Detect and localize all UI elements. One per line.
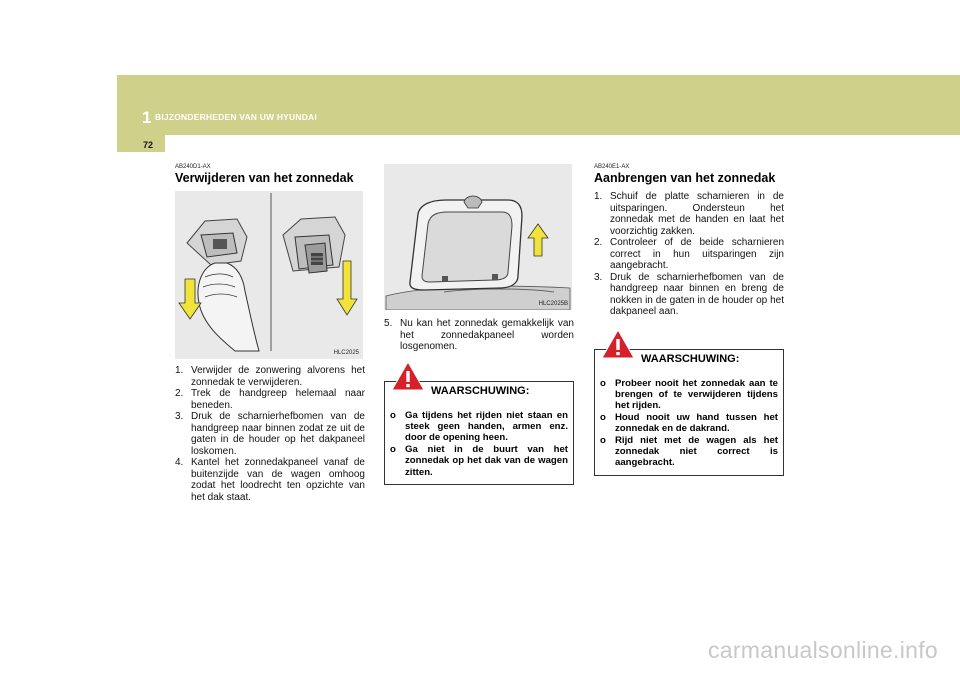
watermark: carmanualsonline.info [707,637,938,663]
column-install-sunroof [594,164,784,476]
column-remove-sunroof [175,164,365,503]
section-code: AB240D1-AX [175,164,211,170]
page-number-tab [117,135,165,152]
figure-label: HLC2025 [333,350,359,356]
install-steps-list [594,191,784,318]
list-item: o Ga niet in de buurt van het zonnedak op het dak van de wagen zitten. [390,443,568,478]
page-number: 72 [143,140,154,150]
list-item: 3. Druk de scharnierhefbomen van de handgreep naar binnen zodat ze uit de gaten in de houder op het dakpaneel loskomen. [175,411,365,457]
warning-list [390,410,568,478]
chapter-header-band [117,75,960,135]
handle-illustration [175,191,363,359]
section-heading: Aanbrengen van het zonnedak [594,171,776,185]
chapter-number: 1 [142,108,152,127]
list-item: o Rijd niet met de wagen als het zonnedak niet correct is aangebracht. [600,434,778,469]
list-item: 4. Kantel het zonnedakpaneel vanaf de buitenzijde van de wagen omhoog zodat het loodrecht ten opzichte van het dak staat. [175,457,365,503]
list-item: 2. Controleer of de beide scharnieren correct in hun uitsparingen zijn aangebracht. [594,237,784,271]
list-item: 2. Trek de handgreep helemaal naar beneden. [175,388,365,411]
warning-title: WAARSCHUWING: [641,352,740,365]
chapter-title: BIJZONDERHEDEN VAN UW HYUNDAI [155,112,317,122]
figure-remove-handle [175,191,363,359]
list-item: 1. Schuif de platte scharnieren in de uitsparingen. Ondersteun het zonnedak met de handen en laat het voorzichtig zakken. [594,191,784,237]
exclamation-icon [601,329,635,359]
section-heading: Verwijderen van het zonnedak [175,171,354,185]
sunroof-illustration [384,164,572,310]
list-item: o Houd nooit uw hand tussen het zonnedak en de dakrand. [600,411,778,435]
list-item: o Probeer nooit het zonnedak aan te brengen of te verwijderen tijdens het rijden. [600,377,778,412]
remove-steps-list-continued [384,318,574,353]
list-item: 1. Verwijder de zonwering alvorens het zonnedak te verwijderen. [175,365,365,388]
list-item: o Ga tijdens het rijden niet staan en steek geen handen, armen enz. door de opening heen. [390,409,568,444]
warning-box [384,381,574,485]
section-code: AB240E1-AX [594,164,630,170]
warning-box [594,349,784,476]
figure-label: HLC2025B [538,301,568,307]
warning-list [600,378,778,469]
list-item: 5. Nu kan het zonnedak gemakkelijk van het zonnedakpaneel worden losgenomen. [384,318,574,352]
figure-sunroof-panel [384,164,572,310]
exclamation-icon [391,361,425,391]
warning-title: WAARSCHUWING: [431,384,530,397]
remove-steps-list [175,365,365,503]
column-remove-sunroof-continued [384,164,574,485]
list-item: 3. Druk de scharnierhefbomen van de handgreep naar binnen en breng de nokken in de gaten in de houder op het dakpaneel aan. [594,271,784,317]
